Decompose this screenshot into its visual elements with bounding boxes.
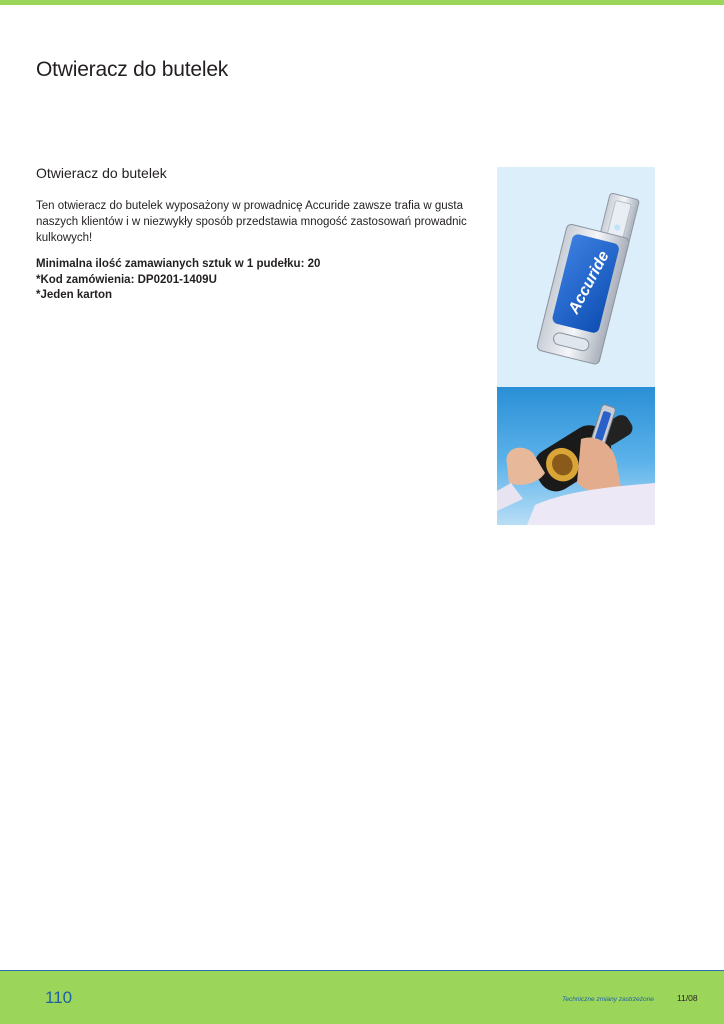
product-title: Otwieracz do butelek bbox=[36, 165, 167, 181]
footer-note: Techniczne zmiany zastrzeżone bbox=[562, 996, 654, 1003]
spec-carton: *Jeden karton bbox=[36, 289, 113, 301]
top-accent-bar bbox=[0, 0, 724, 5]
product-description: Ten otwieracz do butelek wyposażony w prowadnicę Accuride zawsze trafia w gusta naszych klientów i w niezwykły sposób przedstawia mnogość zastosowań prowadnic kulkowych! bbox=[36, 200, 467, 244]
product-photo-in-use bbox=[497, 387, 655, 525]
page-title: Otwieracz do butelek bbox=[36, 58, 229, 81]
hands-opening-bottle-illustration bbox=[497, 387, 655, 525]
spec-min-quantity: Minimalna ilość zamawianych sztuk w 1 pudełku: 20 bbox=[36, 258, 321, 270]
product-photo-opener bbox=[497, 167, 655, 387]
page-number: 110 bbox=[45, 988, 73, 1007]
brand-label: Accuride bbox=[565, 248, 613, 317]
bottle-opener-illustration bbox=[497, 167, 655, 387]
footer-date: 11/08 bbox=[677, 993, 698, 1003]
spec-order-code: *Kod zamówienia: DP0201-1409U bbox=[36, 273, 217, 286]
product-specs bbox=[36, 257, 320, 304]
